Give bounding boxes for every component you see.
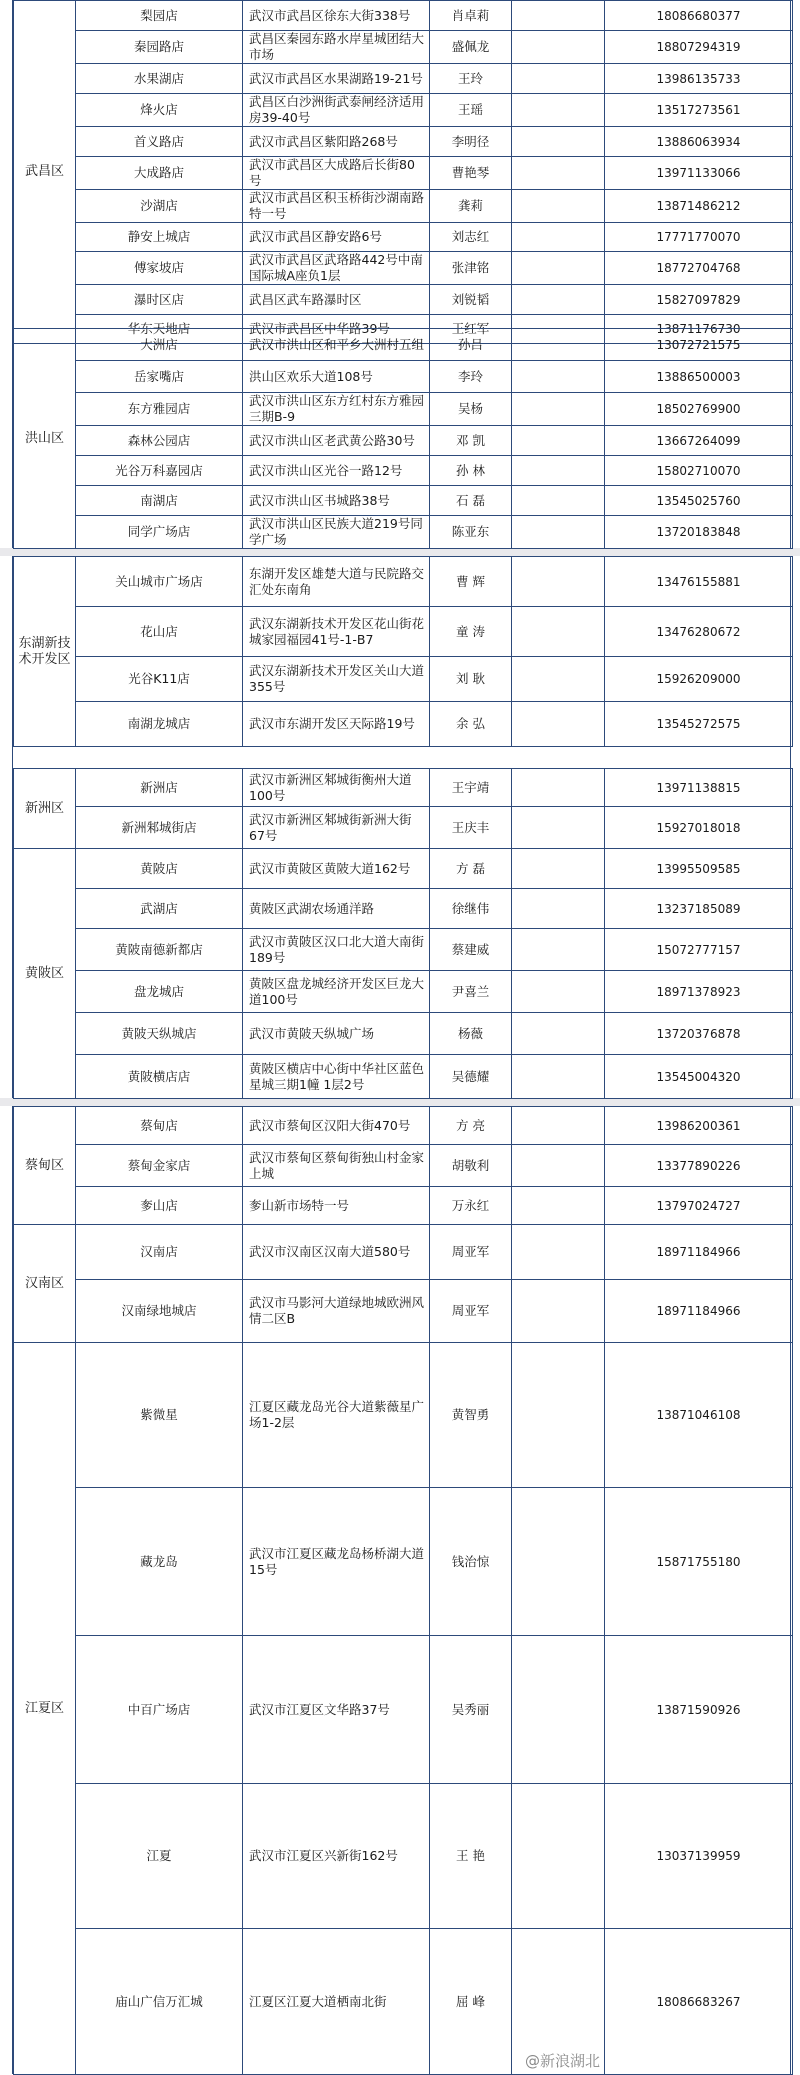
store-address: 武汉市武昌区积玉桥街沙湖南路特一号 xyxy=(243,190,430,223)
phone-number: 13871486212 xyxy=(605,190,793,223)
store-row xyxy=(14,849,793,889)
contact-name: 尹喜兰 xyxy=(430,971,512,1013)
blank-cell xyxy=(512,702,605,747)
store-address: 武汉市新洲区邾城街衡州大道100号 xyxy=(243,769,430,807)
phone-number: 13037139959 xyxy=(605,1784,793,1929)
contact-name: 胡敬利 xyxy=(430,1145,512,1187)
blank-cell xyxy=(512,223,605,252)
store-row xyxy=(14,1784,793,1929)
store-address: 洪山区欢乐大道108号 xyxy=(243,361,430,393)
district-name: 东湖新技术开发区 xyxy=(14,557,76,747)
store-row xyxy=(14,252,793,285)
store-name: 沙湖店 xyxy=(76,190,243,223)
store-row xyxy=(14,223,793,252)
store-address: 武汉市洪山区和平乡大洲村五组 xyxy=(243,329,430,361)
store-address: 武汉市洪山区民族大道219号同学广场 xyxy=(243,516,430,549)
store-row xyxy=(14,31,793,64)
store-row xyxy=(14,1013,793,1055)
phone-number: 13237185089 xyxy=(605,889,793,929)
store-name: 汉南店 xyxy=(76,1225,243,1280)
store-row xyxy=(14,127,793,157)
contact-name: 万永红 xyxy=(430,1187,512,1225)
store-row xyxy=(14,1225,793,1280)
store-table xyxy=(13,1224,793,1343)
district-name: 洪山区 xyxy=(14,329,76,549)
store-address: 武汉市洪山区书城路38号 xyxy=(243,486,430,516)
store-name: 紫微星 xyxy=(76,1343,243,1488)
store-name: 东方雅园店 xyxy=(76,393,243,426)
store-name: 大洲店 xyxy=(76,329,243,361)
phone-number: 15871755180 xyxy=(605,1488,793,1636)
contact-name: 刘 耿 xyxy=(430,657,512,702)
blank-cell xyxy=(512,607,605,657)
phone-number: 13720183848 xyxy=(605,516,793,549)
phone-number: 13797024727 xyxy=(605,1187,793,1225)
store-row xyxy=(14,889,793,929)
store-address: 武汉市马影河大道绿地城欧洲风情二区B xyxy=(243,1280,430,1343)
contact-name: 张津铭 xyxy=(430,252,512,285)
store-name: 藏龙岛 xyxy=(76,1488,243,1636)
store-address: 武汉市武昌区水果湖路19-21号 xyxy=(243,64,430,94)
store-row xyxy=(14,486,793,516)
store-row xyxy=(14,657,793,702)
blank-cell xyxy=(512,657,605,702)
contact-name: 盛佩龙 xyxy=(430,31,512,64)
store-name: 南湖店 xyxy=(76,486,243,516)
strip-gap xyxy=(0,548,800,556)
blank-cell xyxy=(512,516,605,549)
store-row xyxy=(14,1107,793,1145)
store-address: 武汉市武昌区紫阳路268号 xyxy=(243,127,430,157)
blank-cell xyxy=(512,31,605,64)
store-name: 江夏 xyxy=(76,1784,243,1929)
store-name: 新洲店 xyxy=(76,769,243,807)
phone-number: 13667264099 xyxy=(605,426,793,456)
phone-number: 18971184966 xyxy=(605,1225,793,1280)
store-address: 武汉市蔡甸区汉阳大街470号 xyxy=(243,1107,430,1145)
blank-cell xyxy=(512,252,605,285)
store-name: 蔡甸店 xyxy=(76,1107,243,1145)
phone-number: 13886500003 xyxy=(605,361,793,393)
phone-number: 15827097829 xyxy=(605,285,793,315)
contact-name: 孙吕 xyxy=(430,329,512,361)
store-name: 黄陂天纵城店 xyxy=(76,1013,243,1055)
store-name: 华东天地店 xyxy=(76,315,243,344)
phone-number: 13545272575 xyxy=(605,702,793,747)
contact-name: 王玲 xyxy=(430,64,512,94)
blank-cell xyxy=(512,929,605,971)
store-address: 武汉市汉南区汉南大道580号 xyxy=(243,1225,430,1280)
contact-name: 肖卓莉 xyxy=(430,1,512,31)
phone-number: 13377890226 xyxy=(605,1145,793,1187)
store-name: 同学广场店 xyxy=(76,516,243,549)
district-section-jiangxia xyxy=(12,1342,791,2074)
store-row xyxy=(14,702,793,747)
store-address: 武汉市东湖开发区天际路19号 xyxy=(243,702,430,747)
phone-number: 15927018018 xyxy=(605,807,793,849)
store-address: 黄陂区盘龙城经济开发区巨龙大道100号 xyxy=(243,971,430,1013)
store-row xyxy=(14,64,793,94)
store-address: 武汉市武昌区徐东大街338号 xyxy=(243,1,430,31)
phone-number: 13545025760 xyxy=(605,486,793,516)
store-table xyxy=(13,328,793,549)
store-row xyxy=(14,1055,793,1099)
blank-cell xyxy=(512,1343,605,1488)
watermark: @新浪湖北 xyxy=(524,2052,600,2070)
phone-number: 13476280672 xyxy=(605,607,793,657)
blank-cell xyxy=(512,426,605,456)
contact-name: 李明径 xyxy=(430,127,512,157)
contact-name: 石 磊 xyxy=(430,486,512,516)
contact-name: 屈 峰 xyxy=(430,1929,512,2075)
blank-cell xyxy=(512,393,605,426)
store-row xyxy=(14,929,793,971)
contact-name: 王庆丰 xyxy=(430,807,512,849)
blank-cell xyxy=(512,329,605,361)
store-address: 武汉市蔡甸区蔡甸街独山村金家上城 xyxy=(243,1145,430,1187)
phone-number: 13720376878 xyxy=(605,1013,793,1055)
store-row xyxy=(14,285,793,315)
store-address: 武昌区武车路瀑时区 xyxy=(243,285,430,315)
store-name: 南湖龙城店 xyxy=(76,702,243,747)
blank-cell xyxy=(512,1187,605,1225)
contact-name: 王红军 xyxy=(430,315,512,344)
store-row xyxy=(14,361,793,393)
store-address: 武汉市黄陂区汉口北大道大南街189号 xyxy=(243,929,430,971)
phone-number: 13871046108 xyxy=(605,1343,793,1488)
store-row xyxy=(14,516,793,549)
store-name: 奓山店 xyxy=(76,1187,243,1225)
store-address: 武昌区秦园东路水岸星城团结大市场 xyxy=(243,31,430,64)
district-name: 汉南区 xyxy=(14,1225,76,1343)
store-row xyxy=(14,557,793,607)
blank-cell xyxy=(512,1107,605,1145)
store-row xyxy=(14,807,793,849)
store-row xyxy=(14,971,793,1013)
strip-gap xyxy=(0,1098,800,1106)
store-table xyxy=(13,0,793,344)
store-table xyxy=(13,556,793,747)
store-address: 江夏区江夏大道栖南北街 xyxy=(243,1929,430,2075)
phone-number: 17771770070 xyxy=(605,223,793,252)
phone-number: 18971378923 xyxy=(605,971,793,1013)
district-section-wuchang xyxy=(12,0,791,336)
contact-name: 钱治惊 xyxy=(430,1488,512,1636)
contact-name: 陈亚东 xyxy=(430,516,512,549)
store-name: 水果湖店 xyxy=(76,64,243,94)
store-name: 静安上城店 xyxy=(76,223,243,252)
phone-number: 13476155881 xyxy=(605,557,793,607)
phone-number: 18086680377 xyxy=(605,1,793,31)
store-address: 武汉市江夏区兴新街162号 xyxy=(243,1784,430,1929)
contact-name: 周亚军 xyxy=(430,1280,512,1343)
store-name: 秦园路店 xyxy=(76,31,243,64)
store-row xyxy=(14,1343,793,1488)
blank-cell xyxy=(512,361,605,393)
store-address: 江夏区藏龙岛光谷大道紫薇星广场1-2层 xyxy=(243,1343,430,1488)
blank-cell xyxy=(512,1636,605,1784)
contact-name: 曹 辉 xyxy=(430,557,512,607)
store-row xyxy=(14,607,793,657)
store-row xyxy=(14,94,793,127)
district-section-hannan xyxy=(12,1224,791,1342)
store-name: 汉南绿地城店 xyxy=(76,1280,243,1343)
blank-cell xyxy=(512,94,605,127)
contact-name: 吴杨 xyxy=(430,393,512,426)
contact-name: 龚莉 xyxy=(430,190,512,223)
contact-name: 王 艳 xyxy=(430,1784,512,1929)
contact-name: 周亚军 xyxy=(430,1225,512,1280)
store-name: 黄陂南德新都店 xyxy=(76,929,243,971)
store-name: 大成路店 xyxy=(76,157,243,190)
store-row xyxy=(14,329,793,361)
phone-number: 18086683267 xyxy=(605,1929,793,2075)
phone-number: 13886063934 xyxy=(605,127,793,157)
store-name: 首义路店 xyxy=(76,127,243,157)
contact-name: 吴秀丽 xyxy=(430,1636,512,1784)
store-name: 关山城市广场店 xyxy=(76,557,243,607)
store-name: 武湖店 xyxy=(76,889,243,929)
store-name: 中百广场店 xyxy=(76,1636,243,1784)
store-address: 黄陂区横店中心街中华社区蓝色星城三期1幢 1层2号 xyxy=(243,1055,430,1099)
district-section-huangpi xyxy=(12,848,791,1098)
blank-cell xyxy=(512,1784,605,1929)
contact-name: 王瑶 xyxy=(430,94,512,127)
contact-name: 王宇靖 xyxy=(430,769,512,807)
store-row xyxy=(14,1636,793,1784)
store-name: 森林公园店 xyxy=(76,426,243,456)
store-address: 东湖开发区雄楚大道与民院路交汇处东南角 xyxy=(243,557,430,607)
contact-name: 黄智勇 xyxy=(430,1343,512,1488)
store-row xyxy=(14,190,793,223)
phone-number: 13871176730 xyxy=(605,315,793,344)
contact-name: 杨薇 xyxy=(430,1013,512,1055)
contact-name: 吴德耀 xyxy=(430,1055,512,1099)
phone-number: 13072721575 xyxy=(605,329,793,361)
store-address: 黄陂区武湖农场通洋路 xyxy=(243,889,430,929)
store-name: 黄陂店 xyxy=(76,849,243,889)
store-row xyxy=(14,769,793,807)
district-name: 江夏区 xyxy=(14,1343,76,2075)
store-row xyxy=(14,1,793,31)
blank-cell xyxy=(512,849,605,889)
phone-number: 15802710070 xyxy=(605,456,793,486)
contact-name: 邓 凯 xyxy=(430,426,512,456)
blank-cell xyxy=(512,127,605,157)
store-row xyxy=(14,456,793,486)
contact-name: 李玲 xyxy=(430,361,512,393)
store-name: 蔡甸金家店 xyxy=(76,1145,243,1187)
store-name: 岳家嘴店 xyxy=(76,361,243,393)
blank-cell xyxy=(512,889,605,929)
store-address: 武汉市武昌区武珞路442号中南国际城A座负1层 xyxy=(243,252,430,285)
store-row xyxy=(14,1145,793,1187)
district-section-caidian xyxy=(12,1106,791,1224)
store-name: 烽火店 xyxy=(76,94,243,127)
contact-name: 刘志红 xyxy=(430,223,512,252)
district-name: 黄陂区 xyxy=(14,849,76,1099)
district-section-donghu xyxy=(12,556,791,768)
contact-name: 余 弘 xyxy=(430,702,512,747)
phone-number: 13871590926 xyxy=(605,1636,793,1784)
contact-name: 孙 林 xyxy=(430,456,512,486)
contact-name: 徐继伟 xyxy=(430,889,512,929)
blank-cell xyxy=(512,557,605,607)
contact-name: 方 亮 xyxy=(430,1107,512,1145)
store-row xyxy=(14,1488,793,1636)
store-name: 梨园店 xyxy=(76,1,243,31)
phone-number: 15926209000 xyxy=(605,657,793,702)
contact-name: 刘锐韬 xyxy=(430,285,512,315)
blank-cell xyxy=(512,1225,605,1280)
store-name: 新洲邾城街店 xyxy=(76,807,243,849)
store-name: 瀑时区店 xyxy=(76,285,243,315)
store-name: 傅家坡店 xyxy=(76,252,243,285)
phone-number: 13971133066 xyxy=(605,157,793,190)
store-row xyxy=(14,1929,793,2075)
store-address: 武汉市江夏区文华路37号 xyxy=(243,1636,430,1784)
blank-cell xyxy=(512,157,605,190)
store-name: 花山店 xyxy=(76,607,243,657)
store-address: 武汉市新洲区邾城街新洲大街67号 xyxy=(243,807,430,849)
district-section-xinzhou xyxy=(12,768,791,848)
district-section-hongshan xyxy=(12,328,791,548)
blank-cell xyxy=(512,769,605,807)
phone-number: 13986200361 xyxy=(605,1107,793,1145)
phone-number: 13545004320 xyxy=(605,1055,793,1099)
store-name: 庙山广信万汇城 xyxy=(76,1929,243,2075)
contact-name: 方 磊 xyxy=(430,849,512,889)
blank-cell xyxy=(512,1055,605,1099)
blank-cell xyxy=(512,1013,605,1055)
store-address: 武汉市洪山区东方红村东方雅园三期B-9 xyxy=(243,393,430,426)
phone-number: 15072777157 xyxy=(605,929,793,971)
blank-cell xyxy=(512,1145,605,1187)
blank-cell xyxy=(512,190,605,223)
store-address: 武汉东湖新技术开发区花山街花城家园福园41号-1-B7 xyxy=(243,607,430,657)
store-address: 武昌区白沙洲街武泰闸经济适用房39-40号 xyxy=(243,94,430,127)
store-row xyxy=(14,1280,793,1343)
store-address: 武汉市武昌区中华路39号 xyxy=(243,315,430,344)
contact-name: 童 涛 xyxy=(430,607,512,657)
blank-cell xyxy=(512,1280,605,1343)
store-address: 奓山新市场特一号 xyxy=(243,1187,430,1225)
store-address: 武汉东湖新技术开发区关山大道355号 xyxy=(243,657,430,702)
blank-cell xyxy=(512,486,605,516)
store-name: 黄陂横店店 xyxy=(76,1055,243,1099)
blank-cell xyxy=(512,807,605,849)
phone-number: 18807294319 xyxy=(605,31,793,64)
blank-cell xyxy=(512,1488,605,1636)
blank-cell xyxy=(512,971,605,1013)
contact-name: 蔡建威 xyxy=(430,929,512,971)
district-name: 蔡甸区 xyxy=(14,1107,76,1225)
phone-number: 18772704768 xyxy=(605,252,793,285)
store-table xyxy=(13,768,793,849)
district-name: 新洲区 xyxy=(14,769,76,849)
store-row xyxy=(14,393,793,426)
phone-number: 13517273561 xyxy=(605,94,793,127)
store-name: 盘龙城店 xyxy=(76,971,243,1013)
store-address: 武汉市武昌区大成路后长街80号 xyxy=(243,157,430,190)
store-row xyxy=(14,157,793,190)
store-row xyxy=(14,426,793,456)
store-name: 光谷万科嘉园店 xyxy=(76,456,243,486)
phone-number: 13986135733 xyxy=(605,64,793,94)
phone-number: 13971138815 xyxy=(605,769,793,807)
store-address: 武汉市洪山区光谷一路12号 xyxy=(243,456,430,486)
blank-cell xyxy=(512,1,605,31)
store-address: 武汉市黄陂区黄陂大道162号 xyxy=(243,849,430,889)
store-row xyxy=(14,1187,793,1225)
phone-number: 18971184966 xyxy=(605,1280,793,1343)
store-address: 武汉市黄陂天纵城广场 xyxy=(243,1013,430,1055)
district-name: 武昌区 xyxy=(14,1,76,344)
store-table xyxy=(13,1342,793,2075)
blank-cell xyxy=(512,456,605,486)
store-address: 武汉市江夏区藏龙岛杨桥湖大道15号 xyxy=(243,1488,430,1636)
store-table xyxy=(13,1106,793,1225)
phone-number: 13995509585 xyxy=(605,849,793,889)
blank-cell xyxy=(512,285,605,315)
store-address: 武汉市洪山区老武黄公路30号 xyxy=(243,426,430,456)
store-address: 武汉市武昌区静安路6号 xyxy=(243,223,430,252)
phone-number: 18502769900 xyxy=(605,393,793,426)
store-table xyxy=(13,848,793,1099)
contact-name: 曹艳琴 xyxy=(430,157,512,190)
blank-cell xyxy=(512,64,605,94)
store-name: 光谷K11店 xyxy=(76,657,243,702)
